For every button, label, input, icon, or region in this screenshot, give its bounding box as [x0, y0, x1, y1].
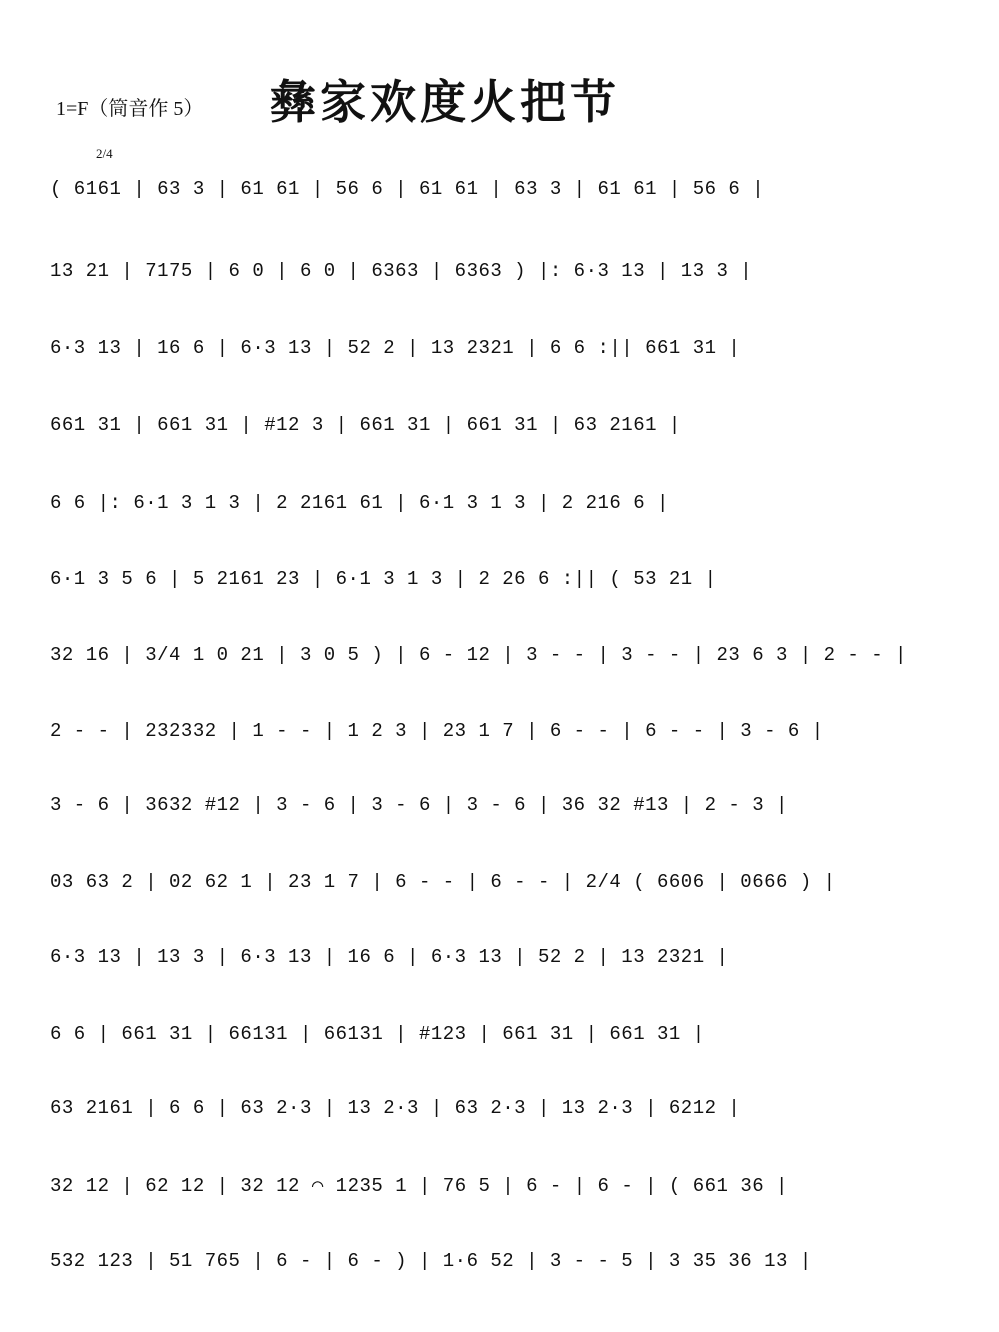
- score-line: 6·3 13 | 13 3 | 6·3 13 | 16 6 | 6·3 13 | 52 2 | 13 2321 |: [50, 946, 729, 968]
- score-line: 661 31 | 661 31 | #12 3 | 661 31 | 661 31 | 63 2161 |: [50, 414, 681, 436]
- key-signature: 1=F（筒音作 5）: [56, 98, 204, 120]
- score-line: 63 2161 | 6 6 | 63 2·3 | 13 2·3 | 63 2·3 | 13 2·3 | 6212 |: [50, 1097, 741, 1119]
- song-title: 彝家欢度火把节: [270, 75, 620, 129]
- score-line: 32 12 | 62 12 | 32 12 ⌒ 1235 1 | 76 5 | 6 - | 6 - | ( 661 36 |: [50, 1175, 788, 1197]
- score-line: 3 - 6 | 3632 #12 | 3 - 6 | 3 - 6 | 3 - 6 | 36 32 #13 | 2 - 3 |: [50, 794, 788, 816]
- score-line: 13 21 | 7175 | 6 0 | 6 0 | 6363 | 6363 ) |: 6·3 13 | 13 3 |: [50, 260, 753, 282]
- time-signature: 2/4: [96, 146, 113, 161]
- score-line: 2 - - | 232332 | 1 - - | 1 2 3 | 23 1 7 | 6 - - | 6 - - | 3 - 6 |: [50, 720, 824, 742]
- score-line: 6 6 |: 6·1 3 1 3 | 2 2161 61 | 6·1 3 1 3 | 2 216 6 |: [50, 492, 669, 514]
- score-line: 03 63 2 | 02 62 1 | 23 1 7 | 6 - - | 6 - - | 2/4 ( 6606 | 0666 ) |: [50, 871, 836, 893]
- score-line: ( 6161 | 63 3 | 61 61 | 56 6 | 61 61 | 63 3 | 61 61 | 56 6 |: [50, 178, 765, 200]
- score-line: 6 6 | 661 31 | 66131 | 66131 | #123 | 661 31 | 661 31 |: [50, 1023, 705, 1045]
- score-line: 6·3 13 | 16 6 | 6·3 13 | 52 2 | 13 2321 | 6 6 :|| 661 31 |: [50, 337, 741, 359]
- score-line: 6·1 3 5 6 | 5 2161 23 | 6·1 3 1 3 | 2 26 6 :|| ( 53 21 |: [50, 568, 717, 590]
- score-line: 532 123 | 51 765 | 6 - | 6 - ) | 1·6 52 | 3 - - 5 | 3 35 36 13 |: [50, 1250, 812, 1272]
- score-line: 32 16 | 3/4 1 0 21 | 3 0 5 ) | 6 - 12 | 3 - - | 3 - - | 23 6 3 | 2 - - |: [50, 644, 907, 666]
